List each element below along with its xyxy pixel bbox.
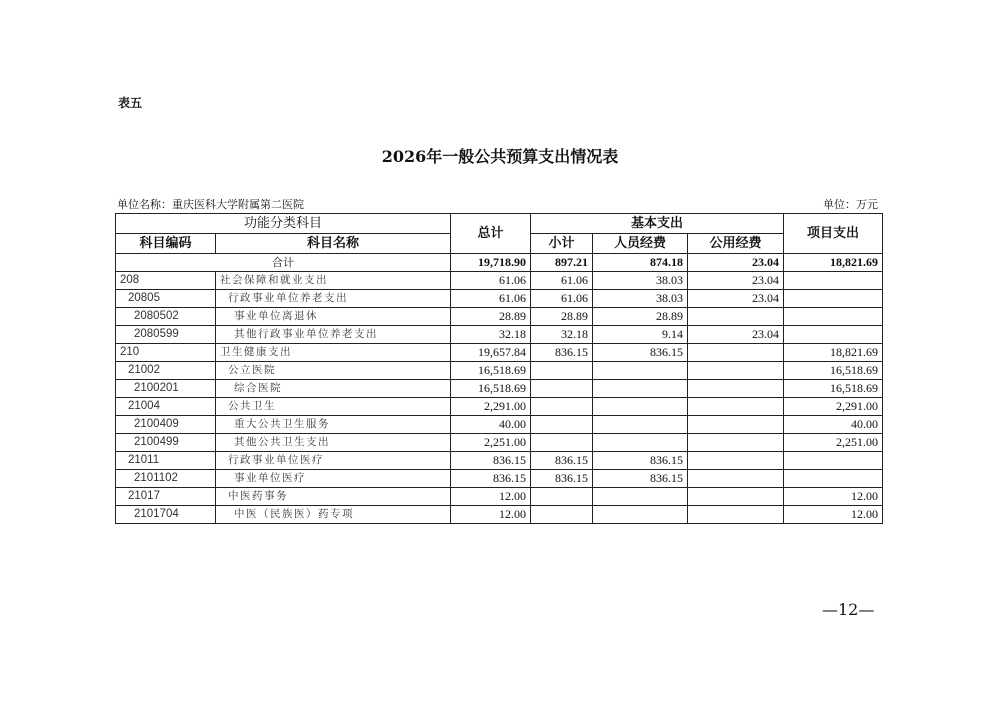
cell-public: 23.04 <box>688 272 784 290</box>
cell-public <box>688 470 784 488</box>
cell-personnel: 28.89 <box>593 308 688 326</box>
cell-code: 2100409 <box>116 416 216 434</box>
cell-code: 2080502 <box>116 308 216 326</box>
unit-name: 单位名称：重庆医科大学附属第二医院 <box>117 198 304 211</box>
cell-code: 210 <box>116 344 216 362</box>
table-row <box>116 272 883 290</box>
cell-name: 公共卫生 <box>216 398 451 416</box>
cell-subtotal <box>531 362 593 380</box>
cell-personnel: 836.15 <box>593 344 688 362</box>
cell-name: 重大公共卫生服务 <box>216 416 451 434</box>
cell-project <box>784 470 883 488</box>
cell-code: 2100499 <box>116 434 216 452</box>
cell-project: 2,291.00 <box>784 398 883 416</box>
cell-subtotal <box>531 380 593 398</box>
total-label: 合计 <box>116 254 451 272</box>
cell-public <box>688 344 784 362</box>
cell-code: 21002 <box>116 362 216 380</box>
cell-code: 2080599 <box>116 326 216 344</box>
cell-code: 21011 <box>116 452 216 470</box>
cell-name: 其他行政事业单位养老支出 <box>216 326 451 344</box>
header-project: 项目支出 <box>784 214 883 254</box>
cell-personnel: 836.15 <box>593 452 688 470</box>
cell-personnel: 836.15 <box>593 470 688 488</box>
header-subtotal: 小计 <box>531 234 593 254</box>
cell-project: 16,518.69 <box>784 380 883 398</box>
total-public: 23.04 <box>688 254 784 272</box>
cell-total: 28.89 <box>451 308 531 326</box>
header-func: 功能分类科目 <box>116 214 451 234</box>
cell-subtotal <box>531 506 593 524</box>
cell-total: 836.15 <box>451 470 531 488</box>
table-row <box>116 506 883 524</box>
cell-total: 40.00 <box>451 416 531 434</box>
header-public: 公用经费 <box>688 234 784 254</box>
cell-project <box>784 272 883 290</box>
cell-public <box>688 434 784 452</box>
cell-personnel <box>593 362 688 380</box>
total-personnel: 874.18 <box>593 254 688 272</box>
table-row <box>116 434 883 452</box>
cell-subtotal: 61.06 <box>531 272 593 290</box>
cell-personnel <box>593 398 688 416</box>
cell-project <box>784 308 883 326</box>
cell-subtotal: 836.15 <box>531 452 593 470</box>
cell-subtotal: 32.18 <box>531 326 593 344</box>
cell-subtotal: 61.06 <box>531 290 593 308</box>
cell-personnel: 38.03 <box>593 290 688 308</box>
cell-project: 18,821.69 <box>784 344 883 362</box>
cell-total: 836.15 <box>451 452 531 470</box>
cell-name: 公立医院 <box>216 362 451 380</box>
cell-total: 19,657.84 <box>451 344 531 362</box>
total-project: 18,821.69 <box>784 254 883 272</box>
cell-name: 综合医院 <box>216 380 451 398</box>
cell-public <box>688 380 784 398</box>
cell-name: 事业单位医疗 <box>216 470 451 488</box>
total-subtotal: 897.21 <box>531 254 593 272</box>
cell-code: 2100201 <box>116 380 216 398</box>
cell-personnel <box>593 488 688 506</box>
cell-total: 32.18 <box>451 326 531 344</box>
cell-total: 2,291.00 <box>451 398 531 416</box>
cell-project: 40.00 <box>784 416 883 434</box>
cell-subtotal: 28.89 <box>531 308 593 326</box>
cell-total: 2,251.00 <box>451 434 531 452</box>
header-total: 总计 <box>451 214 531 254</box>
cell-subtotal <box>531 488 593 506</box>
cell-name: 事业单位离退休 <box>216 308 451 326</box>
header-basic: 基本支出 <box>531 214 784 234</box>
table-row <box>116 290 883 308</box>
table-label: 表五 <box>118 96 143 110</box>
cell-name: 行政事业单位医疗 <box>216 452 451 470</box>
total-total: 19,718.90 <box>451 254 531 272</box>
cell-code: 2101704 <box>116 506 216 524</box>
cell-public <box>688 398 784 416</box>
cell-project <box>784 326 883 344</box>
cell-personnel <box>593 506 688 524</box>
cell-code: 2101102 <box>116 470 216 488</box>
cell-subtotal <box>531 398 593 416</box>
cell-name: 行政事业单位养老支出 <box>216 290 451 308</box>
cell-code: 208 <box>116 272 216 290</box>
cell-personnel <box>593 416 688 434</box>
table-row <box>116 398 883 416</box>
cell-code: 21004 <box>116 398 216 416</box>
cell-public <box>688 362 784 380</box>
table-row <box>116 416 883 434</box>
cell-public: 23.04 <box>688 290 784 308</box>
budget-table <box>115 213 883 524</box>
cell-public <box>688 506 784 524</box>
cell-subtotal: 836.15 <box>531 344 593 362</box>
header-name: 科目名称 <box>216 234 451 254</box>
cell-total: 61.06 <box>451 290 531 308</box>
cell-name: 中医（民族医）药专项 <box>216 506 451 524</box>
cell-project: 2,251.00 <box>784 434 883 452</box>
cell-subtotal <box>531 434 593 452</box>
page-title: 2026年一般公共预算支出情况表 <box>381 147 619 166</box>
cell-public <box>688 452 784 470</box>
cell-personnel <box>593 380 688 398</box>
table-row <box>116 452 883 470</box>
cell-public <box>688 308 784 326</box>
table-row <box>116 380 883 398</box>
cell-public <box>688 488 784 506</box>
cell-project <box>784 452 883 470</box>
table-row <box>116 362 883 380</box>
table-row <box>116 488 883 506</box>
cell-total: 61.06 <box>451 272 531 290</box>
total-row <box>116 254 883 272</box>
table-row <box>116 470 883 488</box>
cell-name: 中医药事务 <box>216 488 451 506</box>
header-code: 科目编码 <box>116 234 216 254</box>
cell-personnel: 38.03 <box>593 272 688 290</box>
cell-personnel <box>593 434 688 452</box>
cell-project: 12.00 <box>784 506 883 524</box>
cell-personnel: 9.14 <box>593 326 688 344</box>
cell-name: 社会保障和就业支出 <box>216 272 451 290</box>
cell-total: 12.00 <box>451 488 531 506</box>
cell-subtotal <box>531 416 593 434</box>
table-row <box>116 308 883 326</box>
page-number: —12— <box>822 600 875 619</box>
cell-public: 23.04 <box>688 326 784 344</box>
header-personnel: 人员经费 <box>593 234 688 254</box>
cell-public <box>688 416 784 434</box>
table-row <box>116 344 883 362</box>
cell-subtotal: 836.15 <box>531 470 593 488</box>
cell-total: 12.00 <box>451 506 531 524</box>
cell-code: 21017 <box>116 488 216 506</box>
cell-total: 16,518.69 <box>451 380 531 398</box>
cell-project <box>784 290 883 308</box>
cell-name: 卫生健康支出 <box>216 344 451 362</box>
cell-code: 20805 <box>116 290 216 308</box>
table-row <box>116 326 883 344</box>
cell-total: 16,518.69 <box>451 362 531 380</box>
currency-unit: 单位：万元 <box>823 198 878 211</box>
cell-name: 其他公共卫生支出 <box>216 434 451 452</box>
cell-project: 16,518.69 <box>784 362 883 380</box>
cell-project: 12.00 <box>784 488 883 506</box>
